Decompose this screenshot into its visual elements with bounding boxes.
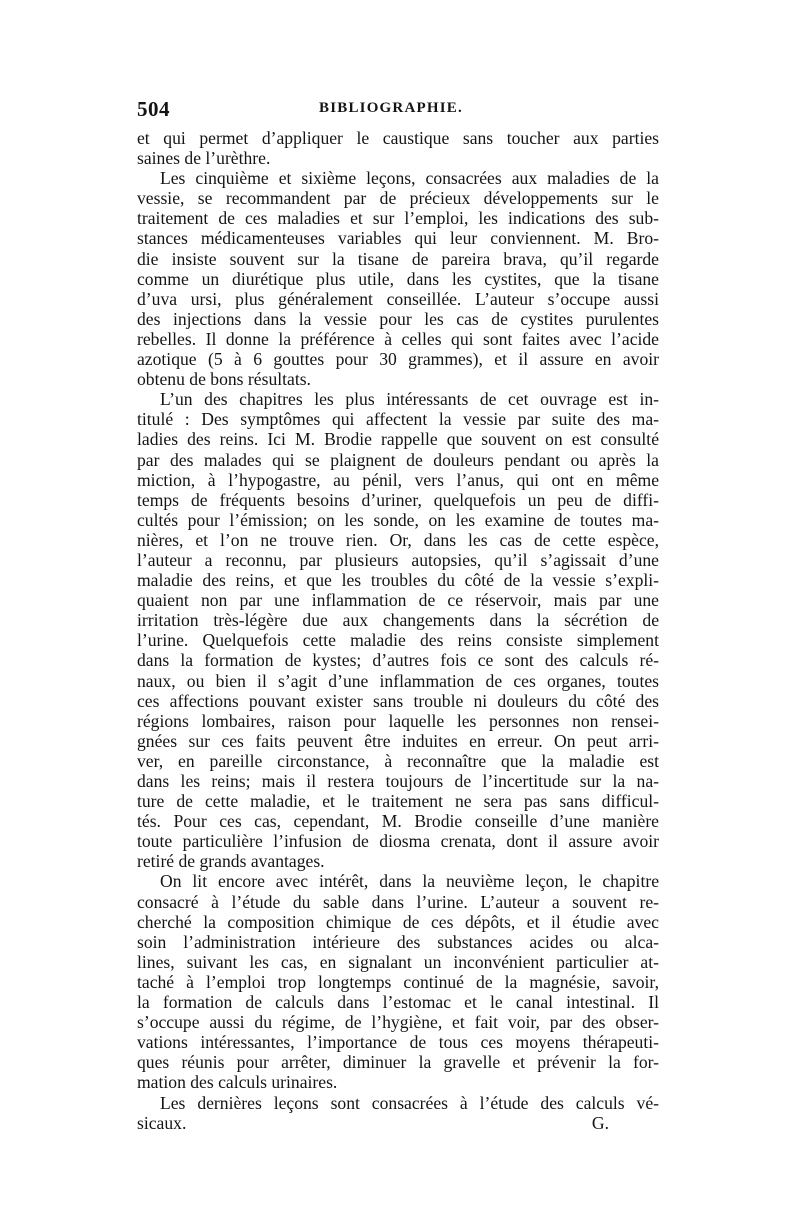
text-line: dans la formation de kystes; d’autres fois ce sont des calculs ré-: [137, 650, 659, 671]
text-line: ture de cette maladie, et le traitement ne sera pas sans difficul-: [137, 791, 659, 812]
text-line: et qui permet d’appliquer le caustique sans toucher aux parties: [137, 128, 659, 148]
text-line: par des malades qui se plaignent de douleurs pendant ou après la: [137, 449, 659, 470]
text-line: mation des calculs urinaires.: [137, 1072, 338, 1093]
text-line: ces affections pouvant exister sans trouble ni douleurs du côté des: [137, 690, 659, 711]
text-line: azotique (5 à 6 gouttes pour 30 grammes), et il assure en avoir: [137, 349, 659, 370]
text-line: cultés pour l’émission; on les sonde, on les examine de toutes ma-: [137, 509, 659, 530]
text-line: rebelles. Il donne la préférence à celles qui sont faites avec l’acide: [137, 328, 659, 349]
text-line: la formation de calculs dans l’estomac et le canal intestinal. Il: [137, 992, 659, 1013]
text-line: dans les reins; mais il restera toujours de l’incertitude sur la na-: [137, 771, 659, 791]
text-line: traitement de ces maladies et sur l’emploi, les indications des sub-: [137, 208, 659, 229]
running-head: BIBLIOGRAPHIE.: [319, 100, 463, 116]
text-line: taché à l’emploi trop longtemps continué de la magnésie, savoir,: [137, 971, 659, 992]
text-line: tés. Pour ces cas, cependant, M. Brodie conseille d’une manière: [137, 811, 659, 832]
text-line: ver, en pareille circonstance, à reconnaître que la maladie est: [137, 750, 659, 771]
text-line: soin l’administration intérieure des substances acides ou alca-: [137, 931, 659, 952]
text-line: die insiste souvent sur la tisane de pareira brava, qu’il regarde: [137, 248, 659, 269]
author-signature: G.: [591, 1112, 609, 1133]
text-line: miction, à l’hypogastre, au pénil, vers l’anus, qui ont en même: [137, 469, 659, 490]
text-line: d’uva ursi, plus généralement conseillée. L’auteur s’occupe aussi: [137, 288, 659, 309]
text-line: comme un diurétique plus utile, dans les cystites, que la tisane: [137, 268, 659, 289]
page-number: 504: [137, 97, 170, 121]
text-line: maladie des reins, et que les troubles du côté de la vessie s’expli-: [137, 570, 659, 591]
text-line: temps de fréquents besoins d’uriner, quelquefois un peu de diffi-: [137, 489, 659, 510]
text-line: consacré à l’étude du sable dans l’urine. L’auteur a souvent re-: [137, 891, 659, 912]
page-header: [137, 97, 659, 123]
text-line: ladies des reins. Ici M. Brodie rappelle que souvent on est consulté: [137, 429, 659, 450]
text-line: des injections dans la vessie pour les cas de cystites purulentes: [137, 308, 659, 329]
text-line: L’un des chapitres les plus intéressants de cet ouvrage est in-: [160, 389, 659, 410]
text-line: vations intéressantes, l’importance de tous ces moyens thérapeuti-: [137, 1032, 659, 1053]
text-line: retiré de grands avantages.: [137, 851, 325, 872]
text-line: vessie, se recommandent par de précieux développements sur le: [137, 188, 659, 209]
text-line: stances médicamenteuses variables qui leur conviennent. M. Bro-: [137, 228, 659, 249]
text-line: Les dernières leçons sont consacrées à l’étude des calculs vé-: [160, 1092, 659, 1113]
text-line: gnées sur ces faits peuvent être induites en erreur. On peut arri-: [137, 730, 659, 751]
text-line: ques réunis pour arrêter, diminuer la gravelle et prévenir la for-: [137, 1052, 659, 1073]
body-text: [137, 128, 659, 1133]
text-line: titulé : Des symptômes qui affectent la vessie par suite des ma-: [137, 409, 659, 430]
text-line: naux, ou bien il s’agit d’une inflammation de ces organes, toutes: [137, 670, 659, 691]
final-line-text: sicaux.: [137, 1112, 187, 1133]
text-line: quaient non par une inflammation de ce réservoir, mais par une: [137, 590, 659, 611]
text-line: nières, et l’on ne trouve rien. Or, dans les cas de cette espèce,: [137, 529, 659, 550]
text-line-final: [137, 1113, 659, 1133]
text-line: On lit encore avec intérêt, dans la neuvième leçon, le chapitre: [160, 871, 659, 892]
text-line: l’urine. Quelquefois cette maladie des reins consiste simplement: [137, 630, 659, 651]
text-line: régions lombaires, raison pour laquelle les personnes non rensei-: [137, 710, 659, 731]
text-line: obtenu de bons résultats.: [137, 369, 311, 390]
text-line: lines, suivant les cas, en signalant un inconvénient particulier at-: [137, 951, 659, 972]
text-line: irritation très-légère due aux changements dans la sécrétion de: [137, 610, 659, 631]
text-line: saines de l’urèthre.: [137, 148, 271, 169]
text-line: l’auteur a reconnu, par plusieurs autopsies, qu’il s’agissait d’une: [137, 549, 659, 570]
text-line: cherché la composition chimique de ces dépôts, et il étudie avec: [137, 911, 659, 932]
text-line: Les cinquième et sixième leçons, consacrées aux maladies de la: [160, 168, 659, 189]
text-line: toute particulière l’infusion de diosma crenata, dont il assure avoir: [137, 831, 659, 852]
text-line: s’occupe aussi du régime, de l’hygiène, et fait voir, par des obser-: [137, 1012, 659, 1033]
